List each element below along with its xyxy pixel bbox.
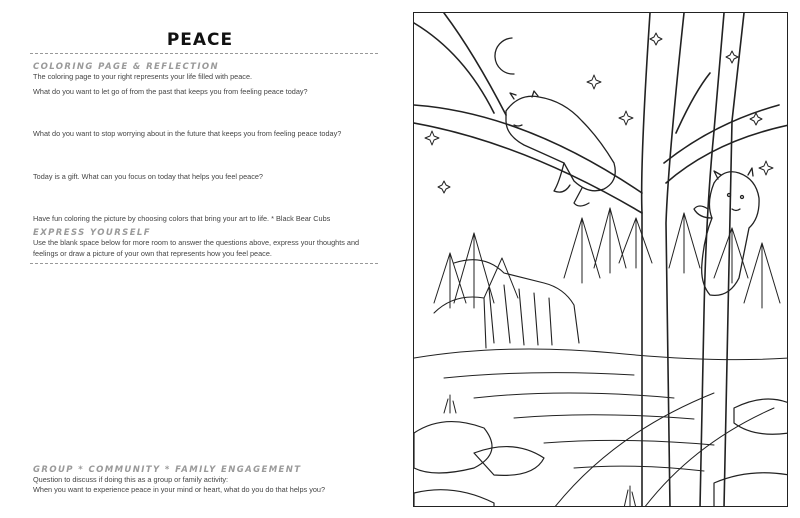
coloring-intro: The coloring page to your right represents your life filled with peace. (33, 72, 253, 81)
express-text-1: Use the blank space below for more room to answer the questions above, express your thoughts and (33, 238, 360, 247)
express-heading: EXPRESS YOURSELF (33, 228, 151, 238)
moon-icon (495, 38, 514, 74)
page-title: PEACE (166, 30, 234, 50)
bear-cub-trunk (694, 168, 759, 295)
divider (30, 263, 378, 264)
question-today: Today is a gift. What can you focus on today that helps you feel peace? (33, 172, 263, 181)
express-text-2: feelings or draw a picture of your own that represents how you feel peace. (33, 249, 272, 258)
divider (30, 53, 378, 54)
coloring-instructions: Have fun coloring the picture by choosing colors that bring your art to life. * Black Bear Cubs (33, 214, 331, 223)
grass (444, 395, 636, 507)
question-past: What do you want to let go of from the past that keeps you from feeling peace today? (33, 87, 308, 96)
coloring-heading: COLORING PAGE & REFLECTION (33, 62, 220, 72)
right-tree (700, 121, 732, 507)
question-future: What do you want to stop worrying about in the future that keeps you from feeling peace today? (33, 129, 342, 138)
coloring-illustration (413, 12, 788, 507)
group-heading: GROUP * COMMUNITY * FAMILY ENGAGEMENT (33, 465, 302, 475)
river (414, 349, 788, 507)
group-text-2: When you want to experience peace in your mind or heart, what do you do that helps you? (33, 485, 326, 494)
waterfall (434, 260, 579, 348)
group-text-1: Question to discuss if doing this as a group or family activity: (33, 475, 229, 484)
